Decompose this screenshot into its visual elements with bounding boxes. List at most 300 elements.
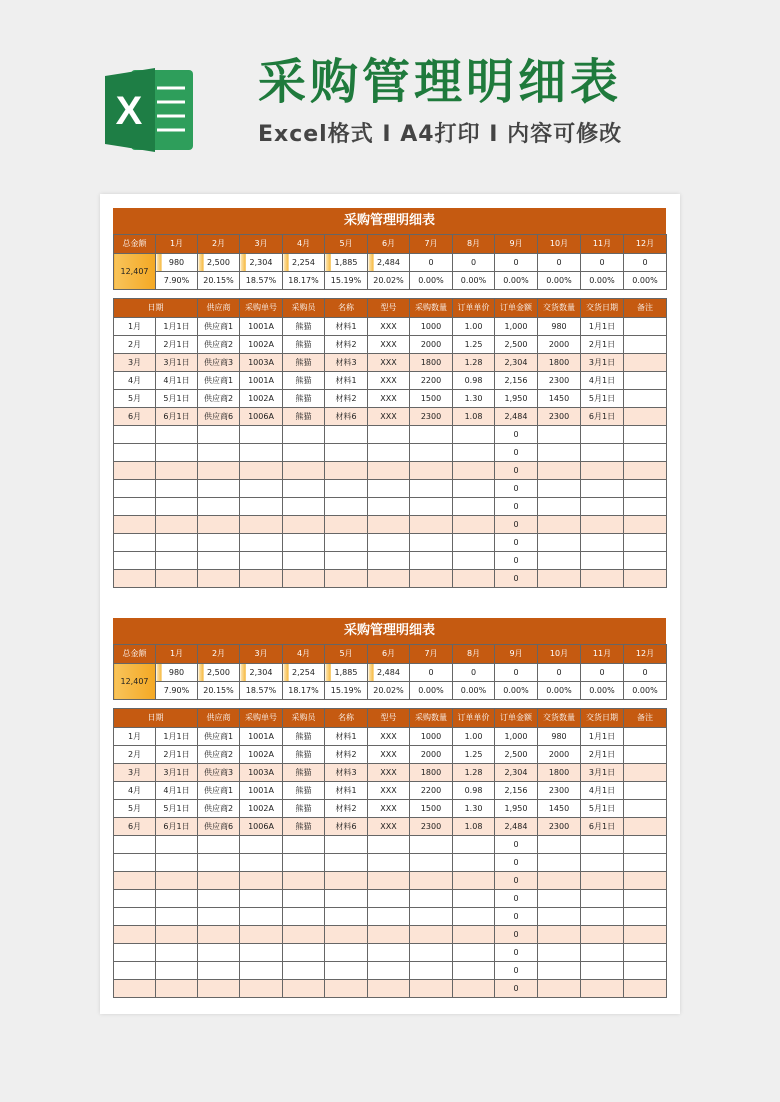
month-percent[interactable]: 18.17% [283,272,325,290]
table-cell[interactable] [538,836,581,854]
table-cell[interactable] [410,980,453,998]
table-cell[interactable] [368,552,410,570]
table-cell[interactable] [453,944,495,962]
month-amount[interactable]: 2,254 [283,254,325,272]
table-cell[interactable]: XXX [368,354,410,372]
table-cell[interactable] [538,552,581,570]
table-cell[interactable] [581,552,624,570]
month-amount[interactable]: 0 [538,254,581,272]
table-cell[interactable] [581,908,624,926]
table-cell[interactable]: 材料6 [325,818,368,836]
table-cell[interactable] [114,890,156,908]
table-cell[interactable] [410,516,453,534]
table-cell[interactable] [581,944,624,962]
table-cell[interactable]: 1月1日 [581,318,624,336]
month-amount[interactable]: 980 [156,254,198,272]
table-cell[interactable] [283,908,325,926]
table-cell[interactable]: 0 [495,980,538,998]
table-cell[interactable] [114,854,156,872]
table-cell[interactable] [368,872,410,890]
table-cell[interactable] [198,426,240,444]
month-amount[interactable]: 1,885 [325,664,368,682]
table-cell[interactable]: 熊猫 [283,800,325,818]
table-cell[interactable] [283,836,325,854]
table-cell[interactable] [624,980,667,998]
table-cell[interactable] [581,872,624,890]
table-cell[interactable] [198,516,240,534]
table-cell[interactable]: 5月 [114,800,156,818]
table-cell[interactable]: 1月1日 [581,728,624,746]
table-cell[interactable]: 3月1日 [581,354,624,372]
table-cell[interactable]: 4月1日 [581,372,624,390]
table-cell[interactable] [624,462,667,480]
table-cell[interactable] [410,872,453,890]
table-cell[interactable]: 1006A [240,408,283,426]
table-cell[interactable] [581,498,624,516]
table-cell[interactable] [410,908,453,926]
table-cell[interactable]: 1001A [240,318,283,336]
month-amount[interactable]: 2,484 [368,664,410,682]
table-cell[interactable] [283,516,325,534]
table-cell[interactable]: 980 [538,728,581,746]
table-cell[interactable] [453,962,495,980]
table-cell[interactable] [453,908,495,926]
table-cell[interactable] [283,890,325,908]
table-cell[interactable] [240,944,283,962]
table-cell[interactable]: 6月1日 [581,408,624,426]
table-cell[interactable] [283,444,325,462]
table-cell[interactable] [624,926,667,944]
month-percent[interactable]: 15.19% [325,272,368,290]
table-cell[interactable]: 材料3 [325,354,368,372]
table-cell[interactable] [581,570,624,588]
table-cell[interactable]: 2000 [410,746,453,764]
table-cell[interactable] [283,926,325,944]
table-cell[interactable]: 1002A [240,746,283,764]
table-cell[interactable]: 2,304 [495,764,538,782]
month-percent[interactable]: 20.02% [368,682,410,700]
table-cell[interactable] [114,944,156,962]
table-cell[interactable]: 2200 [410,372,453,390]
table-cell[interactable]: 0 [495,498,538,516]
table-cell[interactable]: 2月 [114,746,156,764]
table-cell[interactable] [114,908,156,926]
table-cell[interactable] [156,854,198,872]
table-cell[interactable] [114,480,156,498]
month-amount[interactable]: 0 [624,664,667,682]
month-amount[interactable]: 2,254 [283,664,325,682]
table-cell[interactable] [624,908,667,926]
table-cell[interactable] [538,534,581,552]
table-cell[interactable] [624,354,667,372]
table-cell[interactable] [114,980,156,998]
table-cell[interactable] [581,426,624,444]
table-cell[interactable]: 2,156 [495,372,538,390]
table-cell[interactable]: 1800 [410,354,453,372]
table-cell[interactable] [453,926,495,944]
table-cell[interactable] [156,908,198,926]
table-cell[interactable]: 1.28 [453,764,495,782]
table-cell[interactable]: 1003A [240,354,283,372]
table-cell[interactable] [410,570,453,588]
table-cell[interactable] [624,426,667,444]
table-cell[interactable] [156,480,198,498]
month-amount[interactable]: 2,304 [240,254,283,272]
table-cell[interactable] [114,836,156,854]
table-cell[interactable] [156,962,198,980]
table-cell[interactable] [114,962,156,980]
table-cell[interactable] [198,534,240,552]
table-cell[interactable]: 4月1日 [156,782,198,800]
table-cell[interactable]: 熊猫 [283,818,325,836]
table-cell[interactable] [156,552,198,570]
table-cell[interactable]: 0.98 [453,782,495,800]
table-cell[interactable] [240,552,283,570]
table-cell[interactable] [325,516,368,534]
table-cell[interactable]: 1500 [410,800,453,818]
table-cell[interactable]: 1000 [410,318,453,336]
table-cell[interactable]: 材料1 [325,318,368,336]
table-cell[interactable]: 1月1日 [156,728,198,746]
table-cell[interactable] [156,516,198,534]
table-cell[interactable] [624,782,667,800]
table-cell[interactable]: 材料2 [325,746,368,764]
table-cell[interactable] [581,516,624,534]
table-cell[interactable]: XXX [368,372,410,390]
table-cell[interactable]: 0 [495,426,538,444]
month-percent[interactable]: 0.00% [453,682,495,700]
table-cell[interactable] [410,944,453,962]
table-cell[interactable] [198,926,240,944]
table-cell[interactable]: 0 [495,890,538,908]
table-cell[interactable]: 材料1 [325,782,368,800]
table-cell[interactable]: 1,000 [495,728,538,746]
month-amount[interactable]: 0 [453,664,495,682]
table-cell[interactable]: 材料2 [325,390,368,408]
table-cell[interactable] [283,872,325,890]
table-cell[interactable]: XXX [368,390,410,408]
table-cell[interactable] [283,552,325,570]
table-cell[interactable]: 1.00 [453,728,495,746]
table-cell[interactable] [325,962,368,980]
table-cell[interactable]: 2月 [114,336,156,354]
table-cell[interactable] [114,462,156,480]
month-percent[interactable]: 0.00% [410,272,453,290]
table-cell[interactable]: 3月 [114,764,156,782]
table-cell[interactable] [410,552,453,570]
table-cell[interactable] [538,926,581,944]
table-cell[interactable]: 0 [495,944,538,962]
month-percent[interactable]: 0.00% [538,272,581,290]
table-cell[interactable] [325,908,368,926]
month-percent[interactable]: 18.57% [240,682,283,700]
table-cell[interactable] [368,980,410,998]
table-cell[interactable] [156,534,198,552]
table-cell[interactable] [240,462,283,480]
month-amount[interactable]: 2,500 [198,664,240,682]
table-cell[interactable]: 5月1日 [156,390,198,408]
table-cell[interactable]: 1002A [240,800,283,818]
table-cell[interactable] [114,498,156,516]
table-cell[interactable] [581,462,624,480]
table-cell[interactable]: 6月1日 [156,818,198,836]
table-cell[interactable]: 材料3 [325,764,368,782]
table-cell[interactable]: XXX [368,408,410,426]
table-cell[interactable]: 2,484 [495,818,538,836]
table-cell[interactable]: 供应商1 [198,728,240,746]
table-cell[interactable] [453,854,495,872]
table-cell[interactable] [325,426,368,444]
table-cell[interactable]: 0 [495,444,538,462]
table-cell[interactable] [410,498,453,516]
table-cell[interactable]: 熊猫 [283,318,325,336]
table-cell[interactable] [624,498,667,516]
month-percent[interactable]: 0.00% [624,272,667,290]
table-cell[interactable] [240,890,283,908]
table-cell[interactable] [624,444,667,462]
table-cell[interactable]: 1月 [114,728,156,746]
table-cell[interactable] [198,962,240,980]
table-cell[interactable] [624,818,667,836]
table-cell[interactable]: 1001A [240,728,283,746]
table-cell[interactable]: 供应商3 [198,764,240,782]
table-cell[interactable] [581,890,624,908]
month-percent[interactable]: 0.00% [624,682,667,700]
month-percent[interactable]: 7.90% [156,272,198,290]
table-cell[interactable]: 0 [495,462,538,480]
table-cell[interactable] [453,444,495,462]
table-cell[interactable] [538,570,581,588]
table-cell[interactable]: XXX [368,318,410,336]
table-cell[interactable] [410,854,453,872]
table-cell[interactable] [538,444,581,462]
table-cell[interactable] [325,854,368,872]
table-cell[interactable] [156,498,198,516]
table-cell[interactable] [581,836,624,854]
table-cell[interactable] [283,480,325,498]
table-cell[interactable]: 5月1日 [581,390,624,408]
table-cell[interactable] [624,890,667,908]
table-cell[interactable] [156,570,198,588]
table-cell[interactable]: 1002A [240,390,283,408]
table-cell[interactable]: 3月 [114,354,156,372]
table-cell[interactable] [240,980,283,998]
month-amount[interactable]: 2,304 [240,664,283,682]
table-cell[interactable] [624,854,667,872]
month-amount[interactable]: 0 [581,664,624,682]
table-cell[interactable] [538,516,581,534]
table-cell[interactable]: 5月1日 [581,800,624,818]
table-cell[interactable]: 1.25 [453,336,495,354]
table-cell[interactable]: 3月1日 [156,764,198,782]
month-percent[interactable]: 0.00% [495,272,538,290]
table-cell[interactable]: 1003A [240,764,283,782]
table-cell[interactable] [156,462,198,480]
table-cell[interactable]: 熊猫 [283,746,325,764]
table-cell[interactable]: 供应商1 [198,372,240,390]
table-cell[interactable] [453,570,495,588]
table-cell[interactable] [198,462,240,480]
table-cell[interactable] [240,480,283,498]
table-cell[interactable] [538,872,581,890]
table-cell[interactable]: XXX [368,818,410,836]
table-cell[interactable] [410,926,453,944]
table-cell[interactable]: 1800 [538,354,581,372]
table-cell[interactable] [368,962,410,980]
table-cell[interactable] [368,462,410,480]
table-cell[interactable] [368,570,410,588]
table-cell[interactable] [538,480,581,498]
table-cell[interactable]: XXX [368,782,410,800]
table-cell[interactable] [283,534,325,552]
table-cell[interactable]: 1月 [114,318,156,336]
table-cell[interactable] [325,552,368,570]
month-percent[interactable]: 0.00% [581,682,624,700]
table-cell[interactable] [453,980,495,998]
table-cell[interactable]: 2300 [538,408,581,426]
table-cell[interactable] [538,854,581,872]
table-cell[interactable]: 1.30 [453,390,495,408]
table-cell[interactable] [368,890,410,908]
table-cell[interactable] [198,498,240,516]
table-cell[interactable] [325,498,368,516]
table-cell[interactable] [368,944,410,962]
table-cell[interactable]: 1,000 [495,318,538,336]
table-cell[interactable]: 1.08 [453,408,495,426]
table-cell[interactable] [368,534,410,552]
table-cell[interactable]: 材料1 [325,372,368,390]
table-cell[interactable] [325,570,368,588]
table-cell[interactable] [325,836,368,854]
table-cell[interactable] [624,944,667,962]
table-cell[interactable]: 2000 [538,746,581,764]
table-cell[interactable] [368,516,410,534]
table-cell[interactable]: 980 [538,318,581,336]
table-cell[interactable] [453,480,495,498]
table-cell[interactable] [283,570,325,588]
table-cell[interactable] [114,872,156,890]
table-cell[interactable]: 1.25 [453,746,495,764]
table-cell[interactable] [624,836,667,854]
table-cell[interactable] [453,534,495,552]
table-cell[interactable]: 2300 [410,818,453,836]
table-cell[interactable] [624,552,667,570]
month-amount[interactable]: 0 [538,664,581,682]
table-cell[interactable]: 1800 [538,764,581,782]
table-cell[interactable]: 1001A [240,782,283,800]
table-cell[interactable] [538,908,581,926]
table-cell[interactable]: 2300 [410,408,453,426]
table-cell[interactable]: 熊猫 [283,336,325,354]
table-cell[interactable] [624,480,667,498]
table-cell[interactable] [156,444,198,462]
table-cell[interactable] [198,480,240,498]
table-cell[interactable] [410,444,453,462]
table-cell[interactable]: 材料2 [325,336,368,354]
table-cell[interactable]: XXX [368,728,410,746]
table-cell[interactable] [453,836,495,854]
table-cell[interactable] [283,498,325,516]
table-cell[interactable] [240,534,283,552]
table-cell[interactable]: 供应商3 [198,354,240,372]
table-cell[interactable] [368,908,410,926]
month-amount[interactable]: 0 [453,254,495,272]
month-amount[interactable]: 2,484 [368,254,410,272]
table-cell[interactable] [156,872,198,890]
table-cell[interactable] [624,764,667,782]
table-cell[interactable]: 5月 [114,390,156,408]
table-cell[interactable]: 0 [495,480,538,498]
table-cell[interactable]: 熊猫 [283,354,325,372]
table-cell[interactable] [410,426,453,444]
table-cell[interactable] [410,962,453,980]
table-cell[interactable]: 4月 [114,782,156,800]
table-cell[interactable] [156,890,198,908]
table-cell[interactable] [581,444,624,462]
table-cell[interactable] [198,854,240,872]
table-cell[interactable]: 1001A [240,372,283,390]
table-cell[interactable]: 2月1日 [156,746,198,764]
table-cell[interactable] [325,444,368,462]
table-cell[interactable] [538,426,581,444]
table-cell[interactable] [581,926,624,944]
table-cell[interactable]: 熊猫 [283,372,325,390]
table-cell[interactable]: XXX [368,746,410,764]
table-cell[interactable]: 0 [495,908,538,926]
table-cell[interactable] [325,980,368,998]
table-cell[interactable] [198,908,240,926]
table-cell[interactable] [581,854,624,872]
table-cell[interactable]: 1500 [410,390,453,408]
table-cell[interactable]: 2200 [410,782,453,800]
table-cell[interactable]: 2,156 [495,782,538,800]
table-cell[interactable] [624,570,667,588]
table-cell[interactable]: 2000 [410,336,453,354]
table-cell[interactable]: 0 [495,552,538,570]
table-cell[interactable]: 1.28 [453,354,495,372]
table-cell[interactable]: 熊猫 [283,390,325,408]
month-amount[interactable]: 1,885 [325,254,368,272]
table-cell[interactable] [368,444,410,462]
table-cell[interactable]: 4月1日 [156,372,198,390]
table-cell[interactable]: 1月1日 [156,318,198,336]
table-cell[interactable] [624,728,667,746]
table-cell[interactable] [198,552,240,570]
table-cell[interactable] [240,426,283,444]
table-cell[interactable]: 2月1日 [581,746,624,764]
table-cell[interactable] [283,962,325,980]
table-cell[interactable] [156,836,198,854]
table-cell[interactable] [538,498,581,516]
month-amount[interactable]: 0 [495,254,538,272]
table-cell[interactable]: XXX [368,336,410,354]
table-cell[interactable] [198,890,240,908]
table-cell[interactable] [368,836,410,854]
table-cell[interactable] [410,836,453,854]
table-cell[interactable]: 供应商1 [198,318,240,336]
table-cell[interactable]: 供应商2 [198,390,240,408]
table-cell[interactable] [325,462,368,480]
month-amount[interactable]: 2,500 [198,254,240,272]
table-cell[interactable] [114,516,156,534]
table-cell[interactable]: 2300 [538,372,581,390]
month-percent[interactable]: 0.00% [495,682,538,700]
table-cell[interactable]: 6月 [114,818,156,836]
table-cell[interactable] [240,516,283,534]
table-cell[interactable]: 6月 [114,408,156,426]
table-cell[interactable] [538,944,581,962]
table-cell[interactable]: 0 [495,570,538,588]
